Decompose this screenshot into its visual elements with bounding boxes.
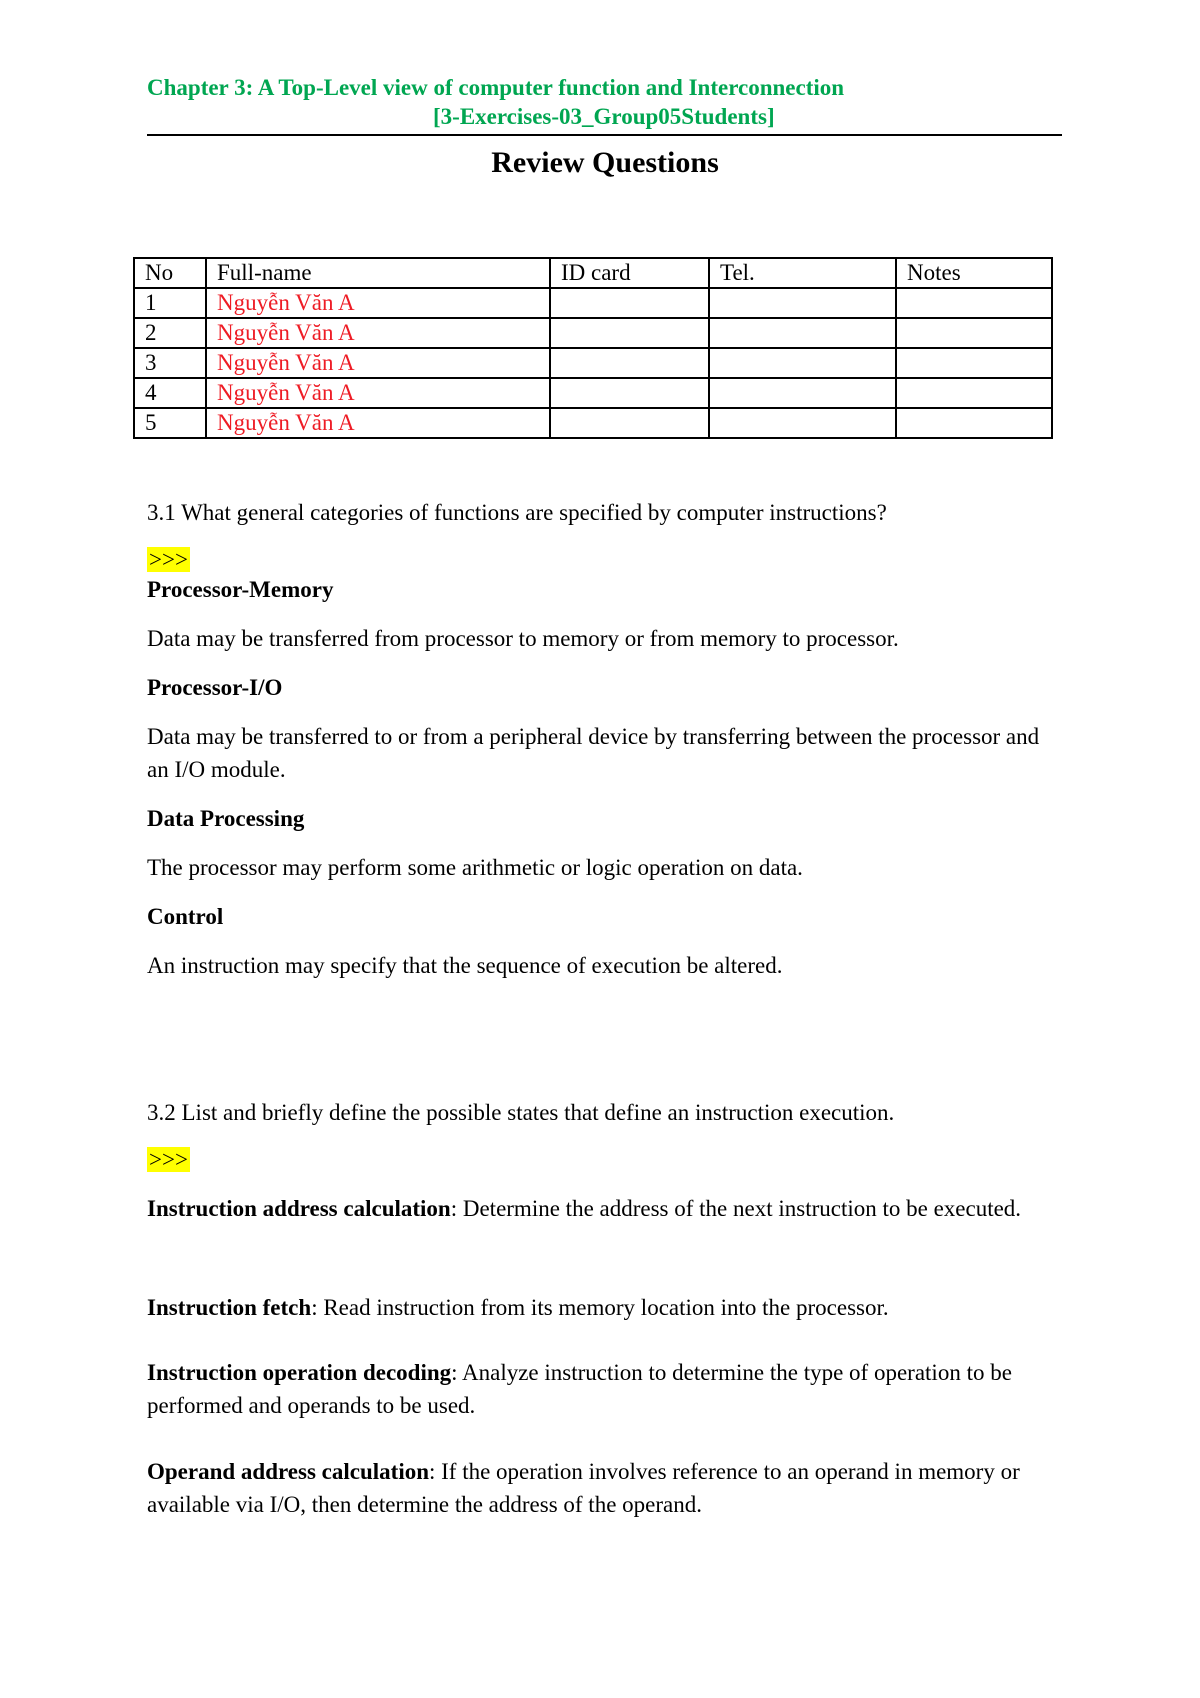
row-full-name: Nguyễn Văn A [206, 408, 550, 438]
exercise-tag: [3-Exercises-03_Group05Students] [433, 104, 775, 129]
page-title: Review Questions [491, 146, 719, 179]
category-heading-data-processing: Data Processing [147, 806, 305, 831]
state-definition: : If the operation involves reference to an operand in memory or available via I/O, then determine the address of the operand. [147, 1459, 1020, 1517]
table-row [134, 318, 1052, 348]
row-no: 2 [134, 318, 206, 348]
state-term: Instruction fetch [147, 1295, 312, 1320]
state-term: Instruction address calculation [147, 1196, 451, 1221]
state-instruction-address-calculation [147, 1192, 1057, 1225]
answer-marker-3-1 [147, 543, 1057, 576]
state-term: Instruction operation decoding [147, 1360, 452, 1385]
state-definition: : Determine the address of the next instruction to be executed. [450, 1196, 1022, 1221]
table-row [134, 408, 1052, 438]
column-header-tel: Tel. [709, 258, 896, 288]
state-instruction-fetch [147, 1291, 1057, 1324]
row-id-card [550, 348, 709, 378]
row-tel [709, 378, 896, 408]
answer-marker-text: >>> [149, 1147, 188, 1172]
chapter-title: Chapter 3: A Top-Level view of computer function and Interconnection [147, 75, 845, 100]
state-definition: : Analyze instruction to determine the type of operation to be performed and operands to be used. [147, 1360, 1012, 1418]
row-notes [896, 288, 1052, 318]
row-no: 1 [134, 288, 206, 318]
column-header-notes: Notes [896, 258, 1052, 288]
row-no: 5 [134, 408, 206, 438]
category-heading-processor-memory: Processor-Memory [147, 577, 334, 602]
row-full-name: Nguyễn Văn A [206, 378, 550, 408]
header-rule [147, 134, 1062, 136]
state-definition: : Read instruction from its memory location into the processor. [311, 1295, 889, 1320]
column-header-full-name: Full-name [206, 258, 550, 288]
table-header-row [134, 258, 1052, 288]
category-heading-processor-io: Processor-I/O [147, 675, 283, 700]
row-notes [896, 348, 1052, 378]
answer-marker-text: >>> [149, 547, 188, 572]
row-tel [709, 348, 896, 378]
row-notes [896, 318, 1052, 348]
row-full-name: Nguyễn Văn A [206, 318, 550, 348]
question-3-2: 3.2 List and briefly define the possible states that define an instruction execution. [147, 1100, 895, 1125]
state-operand-address-calculation [147, 1455, 1057, 1521]
row-id-card [550, 408, 709, 438]
row-id-card [550, 288, 709, 318]
answer-marker-3-2 [147, 1143, 1057, 1176]
row-full-name: Nguyễn Văn A [206, 348, 550, 378]
row-no: 4 [134, 378, 206, 408]
table-row [134, 348, 1052, 378]
category-body-data-processing: The processor may perform some arithmetic or logic operation on data. [147, 855, 803, 880]
row-id-card [550, 378, 709, 408]
row-notes [896, 378, 1052, 408]
question-3-1: 3.1 What general categories of functions are specified by computer instructions? [147, 500, 887, 525]
members-table [133, 257, 1053, 439]
table-row [134, 378, 1052, 408]
state-term: Operand address calculation [147, 1459, 429, 1484]
column-header-no: No [134, 258, 206, 288]
row-full-name: Nguyễn Văn A [206, 288, 550, 318]
row-no: 3 [134, 348, 206, 378]
category-heading-control: Control [147, 904, 224, 929]
state-instruction-operation-decoding [147, 1356, 1057, 1422]
row-notes [896, 408, 1052, 438]
category-body-processor-memory: Data may be transferred from processor to memory or from memory to processor. [147, 626, 899, 651]
table-row [134, 288, 1052, 318]
category-body-processor-io: Data may be transferred to or from a peripheral device by transferring between the processor and an I/O module. [147, 724, 1040, 782]
row-tel [709, 288, 896, 318]
row-tel [709, 408, 896, 438]
row-id-card [550, 318, 709, 348]
row-tel [709, 318, 896, 348]
column-header-id-card: ID card [550, 258, 709, 288]
category-body-control: An instruction may specify that the sequence of execution be altered. [147, 953, 783, 978]
